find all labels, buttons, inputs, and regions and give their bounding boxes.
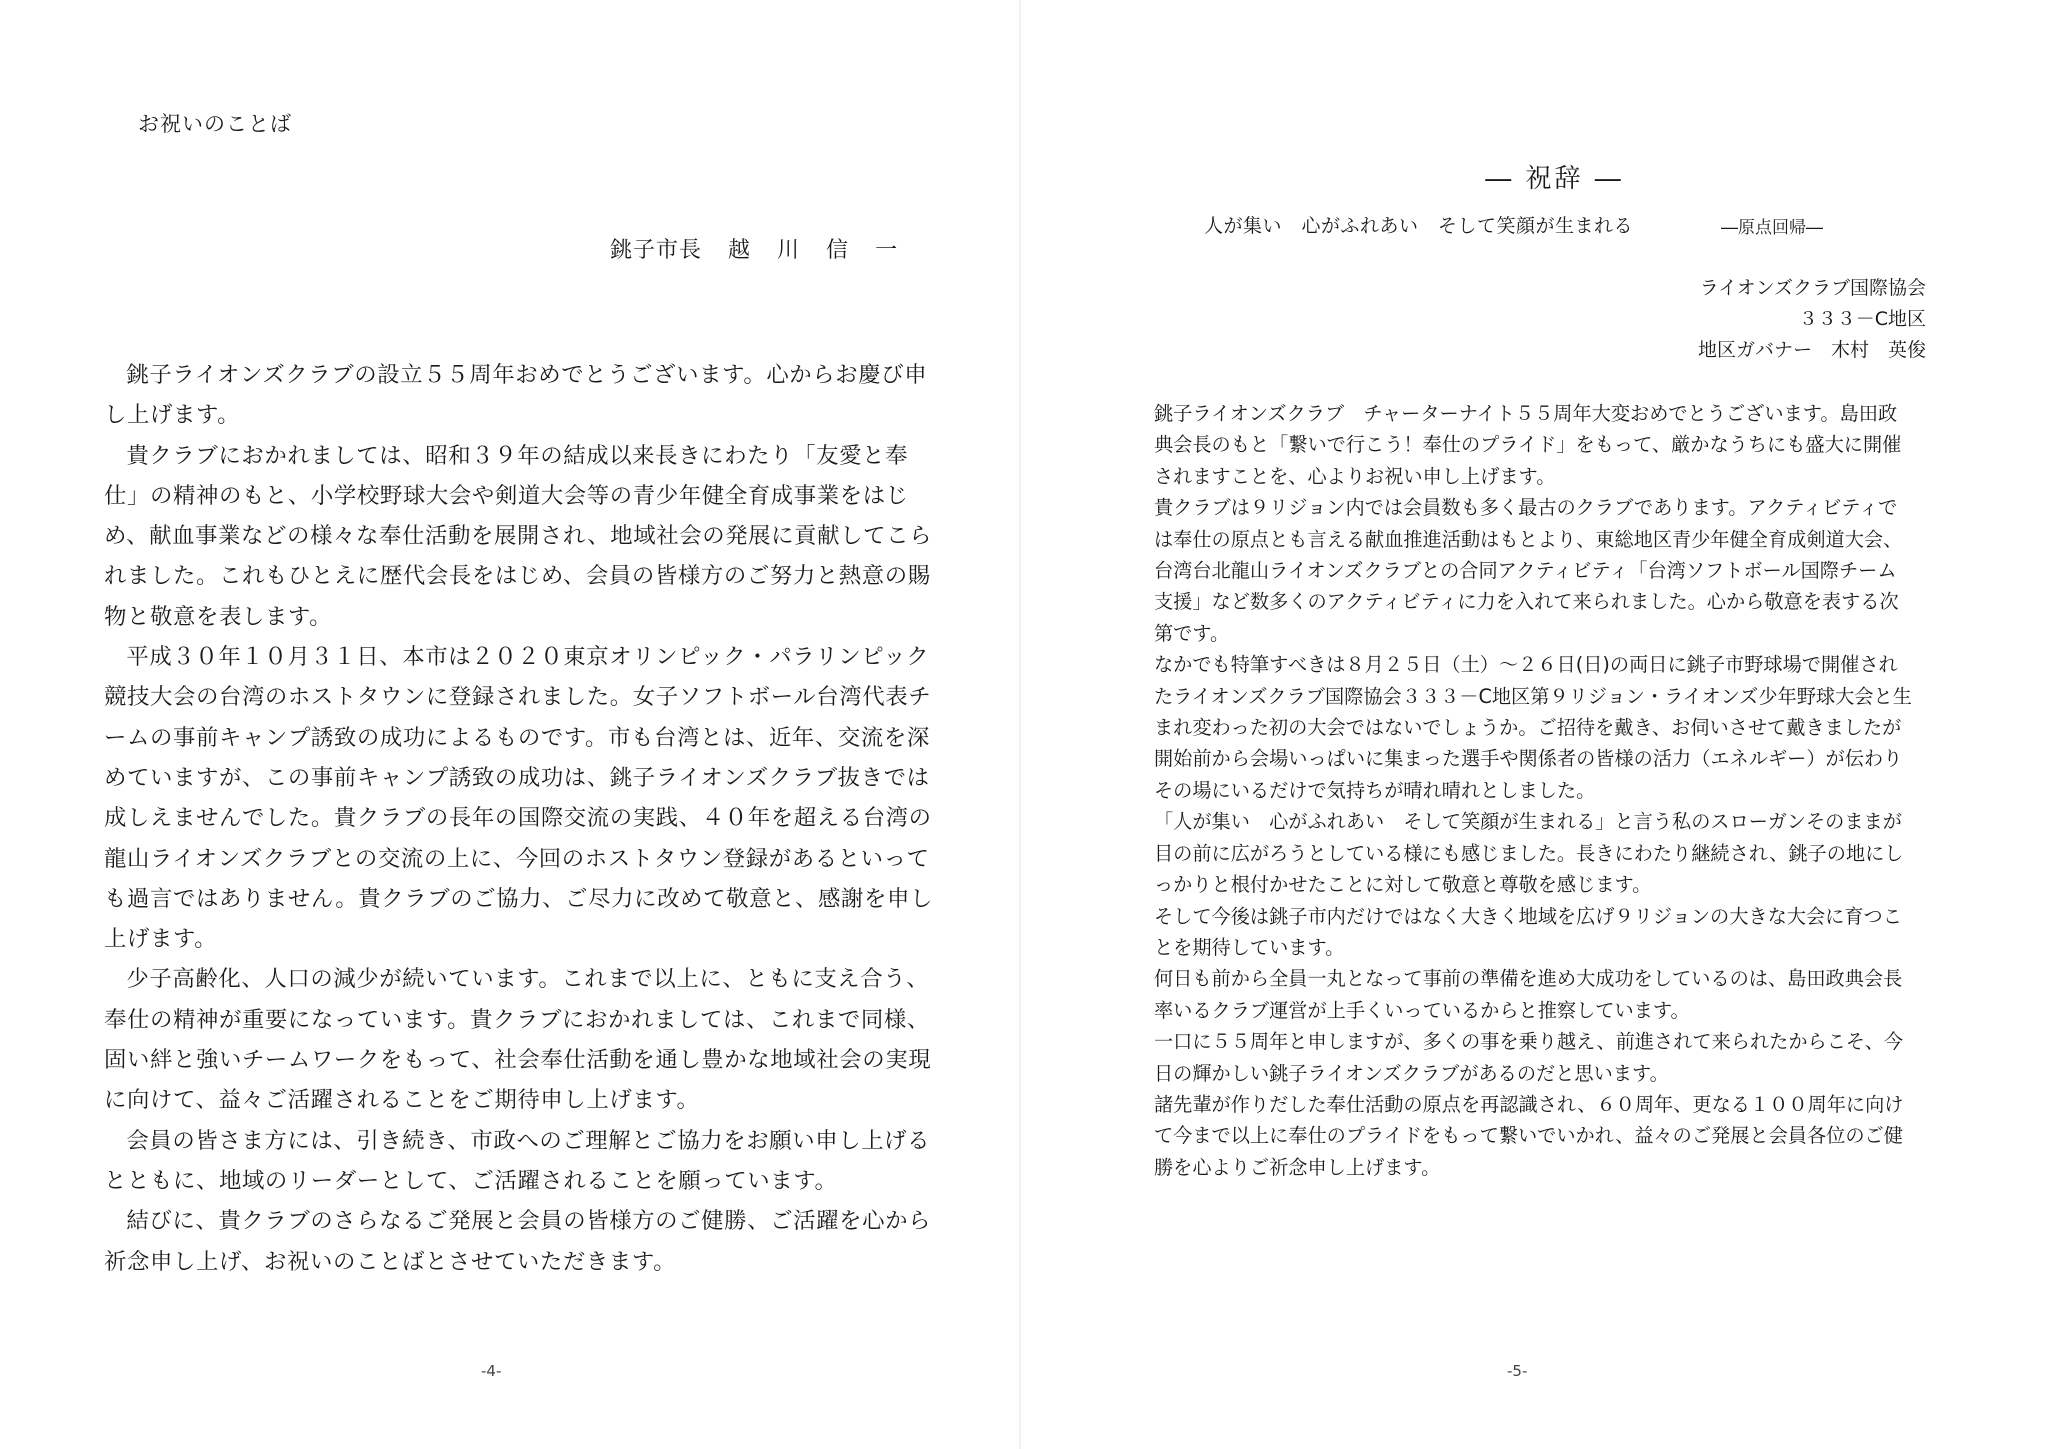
page-number: -4- <box>481 1362 502 1380</box>
sender-district: ３３３－C地区 <box>1798 308 1926 330</box>
body-paragraph: 貴クラブは９リジョン内では会員数も多く最古のクラブであります。アクティビティでは奉仕の原点とも言える献血推進活動はもとより、東総地区青少年健全育成剣道大会、台湾台北龍山ライオンズクラブとの合同アクティビティ「台湾ソフトボール国際チーム支援」など数多くのアクティビティに力を入れて来られました。心から敬意を表する次第です。 <box>1154 496 1903 645</box>
body-paragraph: 諸先輩が作りだした奉仕活動の原点を再認識され、６０周年、更なる１００周年に向けて今まで以上に奉仕のプライドをもって繋いでいかれ、益々のご発展と会員各位のご健勝を心よりご祈念申し上げます。 <box>1154 1092 1904 1179</box>
author-name-char: 越 <box>728 238 752 263</box>
author-name-char: 信 <box>826 238 850 263</box>
page-number: -5- <box>1507 1362 1528 1380</box>
body-paragraph: 貴クラブにおかれましては、昭和３９年の結成以来長きにわたり「友愛と奉仕」の精神のもと、小学校野球大会や剣道大会等の青少年健全育成事業をはじめ、献血事業などの様々な奉仕活動を展開され、地域社会の発展に貢献してこられました。これもひとえに歴代会長をはじめ、会員の皆様方のご努力と熱意の賜物と敬意を表します。 <box>104 442 933 630</box>
body-paragraph: なかでも特筆すべきは８月２５日（土）～２６日(日)の両日に銚子市野球場で開催されたライオンズクラブ国際協会３３３－C地区第９リジョン・ライオンズ少年野球大会と生まれ変わった初の大会ではないでしょうか。ご招待を戴き、お伺いさせて戴きましたが開始前から会場いっぱいに集まった選手や関係者の皆様の活力（エネルギー）が伝わりその場にいるだけで気持ちが晴れ晴れとしました。 <box>1154 653 1912 802</box>
left-page-heading: お祝いのことば <box>138 112 292 136</box>
right-page-title: ― 祝辞 ― <box>1485 164 1624 194</box>
body-paragraph: 「人が集い 心がふれあい そして笑顔が生まれる」と言う私のスローガンそのままが目の前に広がろうとしている様にも感じました。長きにわたり継続され、銚子の地にしっかりと根付かせたことに対して敬意と尊敬を感じます。 <box>1154 810 1904 897</box>
author-name-char: 川 <box>777 238 801 263</box>
sender-organization: ライオンズクラブ国際協会 <box>1699 277 1926 299</box>
body-paragraph: 結びに、貴クラブのさらなるご発展と会員の皆様方のご健勝、ご活躍を心から祈念申し上げ、お祝いのことばとさせていただきます。 <box>104 1208 932 1275</box>
body-paragraph: 平成３０年１０月３１日、本市は２０２０東京オリンピック・パラリンピック競技大会の台湾のホストタウンに登録されました。女子ソフトボール台湾代表チームの事前キャンプ誘致の成功によるものです。市も台湾とは、近年、交流を深めていますが、この事前キャンプ誘致の成功は、銚子ライオンズクラブ抜きでは成しえませんでした。貴クラブの長年の国際交流の実践、４０年を超える台湾の龍山ライオンズクラブとの交流の上に、今回のホストタウン登録があるといっても過言ではありません。貴クラブのご協力、ご尽力に改めて敬意と、感謝を申し上げます。 <box>104 644 934 953</box>
right-page <box>1021 0 2048 1449</box>
body-paragraph: 会員の皆さま方には、引き続き、市政へのご理解とご協力をお願い申し上げるとともに、地域のリーダーとして、ご活躍されることを願っています。 <box>104 1127 931 1194</box>
body-paragraph: 何日も前から全員一丸となって事前の準備を進め大成功をしているのは、島田政典会長率いるクラブ運営が上手くいっているからと推察しています。 <box>1154 967 1903 1022</box>
body-paragraph: 銚子ライオンズクラブ チャーターナイト５５周年大変おめでとうございます。島田政典会長のもと「繋いで行こう！奉仕のプライド」をもって、厳かなうちにも盛大に開催されますことを、心よりお祝い申し上げます。 <box>1154 402 1902 488</box>
body-paragraph: 銚子ライオンズクラブの設立５５周年おめでとうございます。心からお慶び申し上げます。 <box>104 362 928 429</box>
author-name-char: 一 <box>875 238 899 263</box>
right-page-body <box>1154 398 1914 1183</box>
slogan: 人が集い 心がふれあい そして笑顔が生まれる <box>1204 215 1634 237</box>
left-page <box>0 0 1019 1449</box>
left-page-body <box>104 355 934 1282</box>
author-title: 銚子市長 <box>610 238 703 263</box>
body-paragraph: 少子高齢化、人口の減少が続いています。これまで以上に、ともに支え合う、奉仕の精神が重要になっています。貴クラブにおかれましては、これまで同様、固い絆と強いチームワークをもって、社会奉仕活動を通し豊かな地域社会の実現に向けて、益々ご活躍されることをご期待申し上げます。 <box>104 966 932 1114</box>
sender-block <box>1641 273 1926 366</box>
slogan-subtitle: ―原点回帰― <box>1721 218 1823 238</box>
left-page-author <box>610 233 898 264</box>
sender-name: 地区ガバナー 木村 英俊 <box>1697 339 1926 361</box>
body-paragraph: 一口に５５周年と申しますが、多くの事を乗り越え、前進されて来られたからこそ、今日の輝かしい銚子ライオンズクラブがあるのだと思います。 <box>1154 1030 1904 1085</box>
body-paragraph: そして今後は銚子市内だけではなく大きく地域を広げ９リジョンの大きな大会に育つことを期待しています。 <box>1154 904 1902 959</box>
